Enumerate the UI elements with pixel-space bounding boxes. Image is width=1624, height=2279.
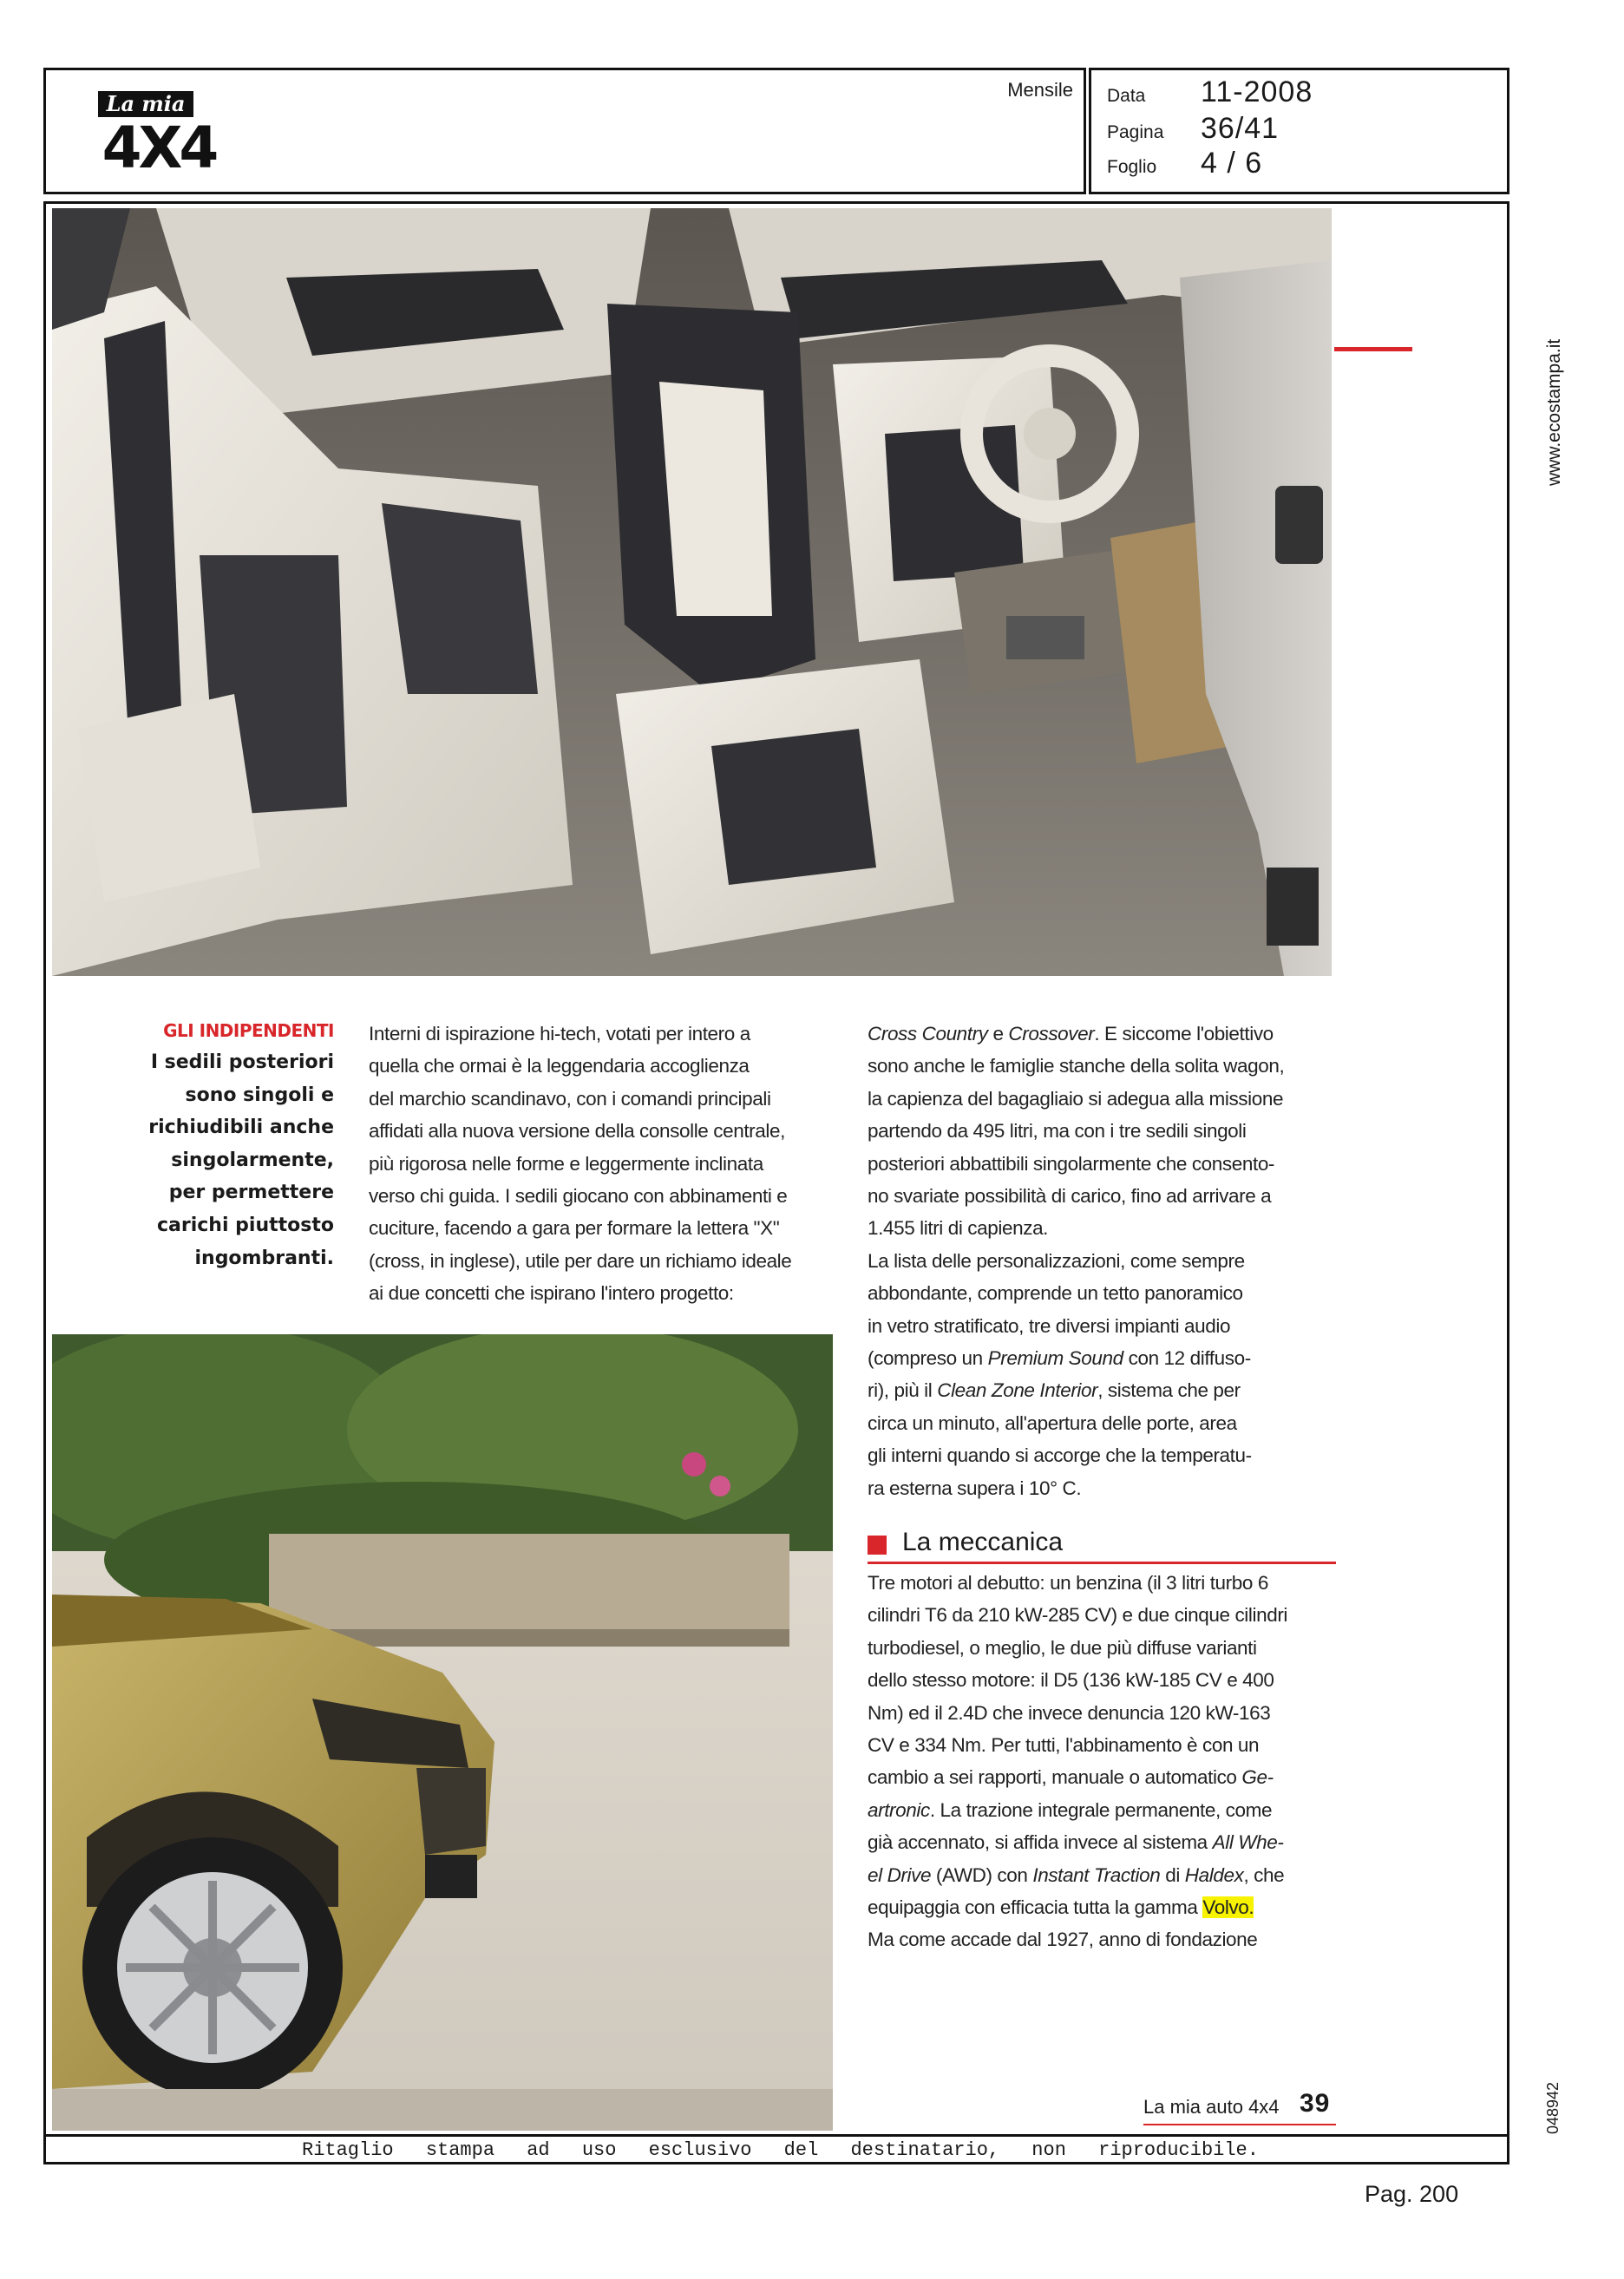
folio-underline xyxy=(1143,2124,1336,2125)
side-code-text: 048942 xyxy=(1544,2081,1562,2134)
text-line: gli interni quando si accorge che la temperatu- xyxy=(868,1444,1252,1467)
side-url-text: www.ecostampa.it xyxy=(1544,338,1564,486)
text-span: , sistema che per xyxy=(1097,1379,1241,1402)
text-line xyxy=(868,1859,1336,1891)
caption-body xyxy=(139,1046,334,1274)
text-line: turbodiesel, o meglio, le due più diffuse varianti xyxy=(868,1636,1257,1659)
side-code xyxy=(1525,2065,1562,2134)
text-line xyxy=(868,1018,1336,1050)
caption-line: singolarmente, xyxy=(171,1149,334,1171)
text-italic: Premium Sound xyxy=(987,1347,1123,1370)
text-italic: Cross Country xyxy=(868,1023,988,1045)
meta-date-label: Data xyxy=(1107,86,1146,106)
highlighted-brand: Volvo. xyxy=(1202,1896,1254,1919)
article-column-right xyxy=(868,1018,1336,1504)
caption-line: ingombranti. xyxy=(194,1247,334,1269)
caption-line: carichi piuttosto xyxy=(156,1214,334,1236)
text-italic: Ge- xyxy=(1241,1766,1274,1789)
text-italic: artronic xyxy=(868,1798,930,1821)
text-line: ai due concetti che ispirano l'intero progetto: xyxy=(369,1282,734,1305)
folio-magazine-name: La mia auto 4x4 xyxy=(1143,2096,1280,2118)
clipping-page-number: Pag. 200 xyxy=(1365,2181,1459,2207)
text-line xyxy=(868,1891,1336,1923)
text-line: Interni di ispirazione hi-tech, votati per intero a xyxy=(369,1023,750,1045)
text-line: ra esterna supera i 10° C. xyxy=(868,1477,1082,1499)
text-line: sono anche le famiglie stanche della solita wagon, xyxy=(868,1055,1285,1077)
interior-photo xyxy=(52,208,1332,976)
text-line: (cross, in inglese), utile per dare un richiamo ideale xyxy=(369,1249,792,1272)
car-photo xyxy=(52,1334,833,2131)
text-line xyxy=(868,1342,1336,1374)
text-line: 1.455 litri di capienza. xyxy=(868,1217,1049,1240)
text-line: posteriori abbattibili singolarmente che consento- xyxy=(868,1152,1275,1175)
text-line: partendo da 495 litri, ma con i tre sedili singoli xyxy=(868,1120,1247,1143)
text-italic: Crossover xyxy=(1008,1023,1095,1045)
text-span: ri), più il xyxy=(868,1379,938,1402)
publication-frequency: Mensile xyxy=(1007,79,1073,101)
meta-sheet-label: Foglio xyxy=(1107,157,1157,177)
text-span: già accennato, si affida invece al sistema xyxy=(868,1831,1213,1854)
text-line: verso chi guida. I sedili giocano con abbinamenti e xyxy=(369,1185,788,1208)
header-masthead-box xyxy=(43,68,1086,194)
meta-sheet-row xyxy=(1107,147,1262,180)
caption-line: per permettere xyxy=(168,1182,334,1204)
meta-page-value: 36/41 xyxy=(1201,112,1280,145)
text-line: cilindri T6 da 210 kW-285 CV) e due cinque cilindri xyxy=(868,1604,1288,1627)
text-line xyxy=(868,1374,1336,1406)
text-line: abbondante, comprende un tetto panoramico xyxy=(868,1282,1243,1305)
text-line: no svariate possibilità di carico, fino ad arrivare a xyxy=(868,1185,1272,1208)
text-line: Tre motori al debutto: un benzina (il 3 litri turbo 6 xyxy=(868,1572,1268,1594)
magazine-logo xyxy=(81,89,237,172)
text-italic: Clean Zone Interior xyxy=(937,1379,1098,1402)
text-span: , che xyxy=(1243,1863,1285,1886)
caption-line: I sedili posteriori xyxy=(150,1051,334,1073)
caption-line: sono singoli e xyxy=(185,1084,334,1106)
article-column-middle xyxy=(369,1018,841,1310)
logo-top-text: La mia xyxy=(106,91,186,116)
meta-sheet-value: 4 / 6 xyxy=(1201,147,1263,180)
text-line: Ma come accade dal 1927, anno di fondazione xyxy=(868,1929,1258,1951)
text-line: CV e 334 Nm. Per tutti, l'abbinamento è con un xyxy=(868,1734,1260,1757)
text-span: cambio a sei rapporti, manuale o automatico xyxy=(868,1766,1242,1789)
text-line: quella che ormai è la leggendaria accoglienza xyxy=(369,1055,750,1077)
text-span: . La trazione integrale permanente, come xyxy=(929,1798,1273,1821)
caption-title: GLI INDIPENDENTI xyxy=(163,1020,334,1041)
text-line: del marchio scandinavo, con i comandi principali xyxy=(369,1087,771,1110)
reproduction-notice: Ritaglio stampa ad uso esclusivo del destinatario, non riproducibile. xyxy=(302,2139,1259,2161)
caption-line: richiudibili anche xyxy=(148,1117,334,1139)
text-line: La lista delle personalizzazioni, come sempre xyxy=(868,1249,1245,1272)
text-italic: Instant Traction xyxy=(1032,1863,1161,1886)
text-line: circa un minuto, all'apertura delle porte, area xyxy=(868,1411,1237,1434)
photo-caption xyxy=(139,1020,334,1274)
article-column-mechanics xyxy=(868,1567,1336,1956)
text-line: Nm) ed il 2.4D che invece denuncia 120 kW-163 xyxy=(868,1701,1271,1724)
text-span: . E siccome l'obiettivo xyxy=(1094,1023,1274,1045)
text-span: e xyxy=(987,1023,1009,1045)
folio-page-number: 39 xyxy=(1300,2089,1331,2118)
red-accent-rule xyxy=(1334,347,1412,351)
section-heading xyxy=(868,1529,1336,1564)
meta-date-value: 11-2008 xyxy=(1201,75,1313,108)
section-marker-icon xyxy=(868,1536,887,1555)
side-url xyxy=(1525,260,1564,486)
page-folio xyxy=(1143,2089,1336,2127)
frame-divider xyxy=(43,2134,1509,2137)
meta-page-label: Pagina xyxy=(1107,122,1164,142)
text-italic: Haldex xyxy=(1184,1863,1244,1886)
text-span: di xyxy=(1160,1863,1185,1886)
text-line: la capienza del bagagliaio si adegua alla missione xyxy=(868,1087,1284,1110)
text-span: (AWD) con xyxy=(931,1863,1033,1886)
text-line: affidati alla nuova versione della consolle centrale, xyxy=(369,1120,785,1143)
text-italic: el Drive xyxy=(868,1863,932,1886)
text-span: equipaggia con efficacia tutta la gamma xyxy=(868,1896,1203,1919)
logo-main-text: 4X4 xyxy=(102,115,216,172)
section-underline xyxy=(868,1562,1336,1564)
text-italic: All Whe- xyxy=(1212,1831,1284,1854)
text-line xyxy=(868,1794,1336,1826)
text-line xyxy=(868,1826,1336,1858)
header-meta-box xyxy=(1089,68,1509,194)
meta-page-row xyxy=(1107,112,1279,146)
text-line: più rigorosa nelle forme e leggermente inclinata xyxy=(369,1152,763,1175)
section-title: La meccanica xyxy=(902,1528,1064,1556)
text-line xyxy=(868,1761,1336,1793)
text-span: (compreso un xyxy=(868,1347,988,1370)
meta-date-row xyxy=(1107,75,1313,109)
text-line: dello stesso motore: il D5 (136 kW-185 CV e 400 xyxy=(868,1669,1274,1692)
text-line: in vetro stratificato, tre diversi impianti audio xyxy=(868,1314,1231,1337)
text-span: con 12 diffuso- xyxy=(1123,1347,1251,1370)
text-line: cuciture, facendo a gara per formare la lettera "X" xyxy=(369,1217,780,1240)
